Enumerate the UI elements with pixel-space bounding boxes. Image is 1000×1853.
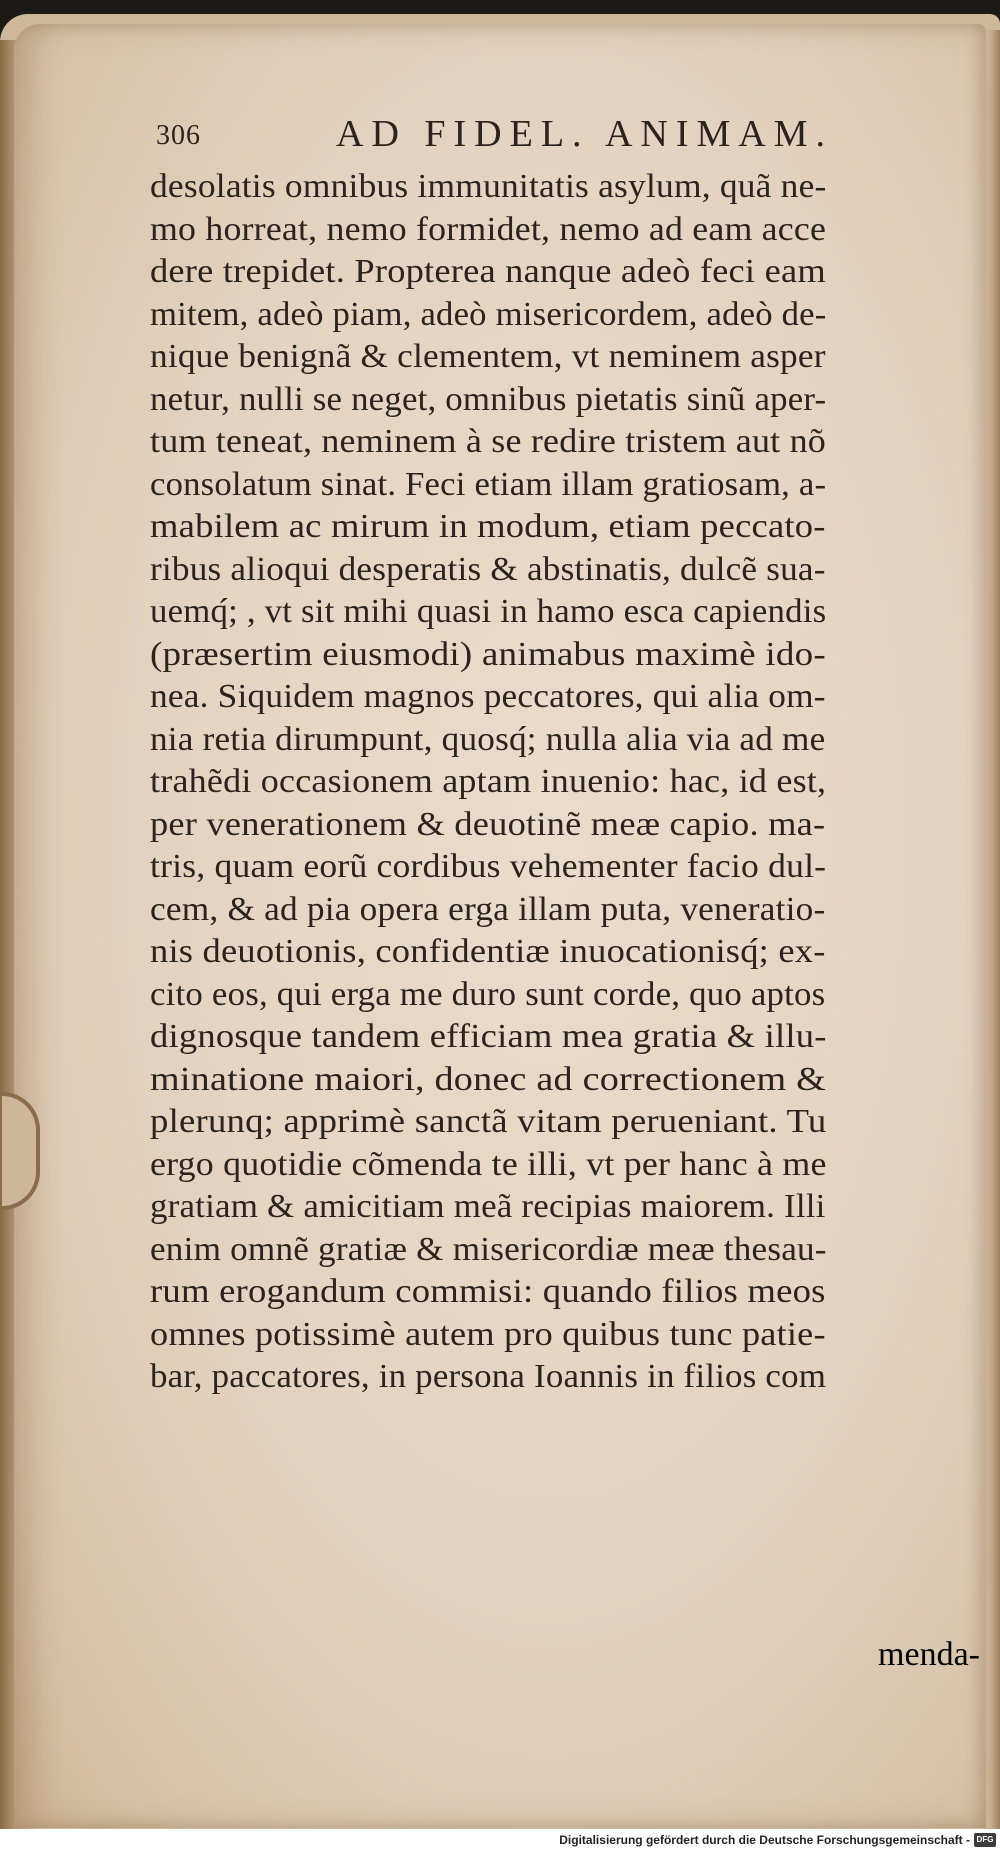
text-line: mitem, adeò piam, adeò misericordem, adeò de-	[150, 295, 827, 333]
text-line: consolatum sinat. Feci etiam illam gratiosam, a-	[150, 465, 827, 503]
text-line: bar, paccatores, in persona Ioannis in filios com	[150, 1358, 827, 1395]
text-line: netur, nulli se neget, omnibus pietatis sinũ aper-	[150, 380, 827, 418]
text-line: nia retia dirumpunt, quosq́; nulla alia via ad me	[150, 720, 826, 758]
text-line: desolatis omnibus immunitatis asylum, quã ne-	[150, 168, 827, 205]
text-line: nique benignã & clementem, vt neminem asper	[150, 338, 826, 375]
text-line: minatione maiori, donec ad correctionem &	[150, 1060, 826, 1098]
text-line: ergo quotidie cõmenda te illi, vt per hanc à me	[150, 1145, 827, 1183]
text-line: cem, & ad pia opera erga illam puta, veneratio-	[150, 890, 826, 928]
text-line: enim omnẽ gratiæ & misericordiæ meæ thesau-	[150, 1230, 827, 1268]
text-line: ribus alioqui desperatis & abstinatis, dulcẽ sua-	[150, 550, 826, 588]
footer-credit: Digitalisierung gefördert durch die Deutsche Forschungsgemeinschaft -	[559, 1833, 970, 1847]
text-line: uemq́; , vt sit mihi quasi in hamo esca capiendis	[150, 593, 827, 630]
text-line: dere trepidet. Propterea nanque adeò feci eam	[150, 253, 826, 290]
text-line: (præsertim eiusmodi) animabus maximè ido-	[150, 635, 826, 673]
text-line: tris, quam eorũ cordibus vehementer facio dul-	[150, 848, 827, 885]
text-line: plerunq; apprimè sanctã vitam perueniant. Tu	[150, 1103, 827, 1140]
text-line: nis deuotionis, confidentiæ inuocationisq́; ex-	[150, 933, 826, 970]
footer-bar	[0, 1829, 1000, 1853]
text-line: dignosque tandem efficiam mea gratia & illu-	[150, 1018, 827, 1055]
text-line: mabilem ac mirum in modum, etiam peccato-	[150, 508, 826, 545]
running-title: AD FIDEL. ANIMAM.	[336, 113, 833, 155]
text-line: per venerationem & deuotinẽ meæ capio. ma-	[150, 805, 826, 843]
text-line: nea. Siquidem magnos peccatores, qui alia om-	[150, 678, 826, 715]
dfg-logo: DFG	[974, 1833, 996, 1847]
text-line: gratiam & amicitiam meã recipias maiorem. Illi	[150, 1188, 826, 1225]
text-line: cito eos, qui erga me duro sunt corde, quo aptos	[150, 975, 826, 1013]
text-line: rum erogandum commisi: quando filios meos	[150, 1273, 826, 1310]
text-line: omnes potissimè autem pro quibus tunc patie-	[150, 1315, 826, 1353]
catchword: menda-	[878, 1636, 980, 1673]
catchword-area	[150, 112, 980, 1812]
page-number: 306	[156, 120, 201, 151]
text-line: tum teneat, neminem à se redire tristem aut nõ	[150, 423, 826, 460]
text-line: mo horreat, nemo formidet, nemo ad eam acce	[150, 210, 827, 248]
text-line: trahẽdi occasionem aptam inuenio: hac, id est,	[150, 763, 827, 800]
